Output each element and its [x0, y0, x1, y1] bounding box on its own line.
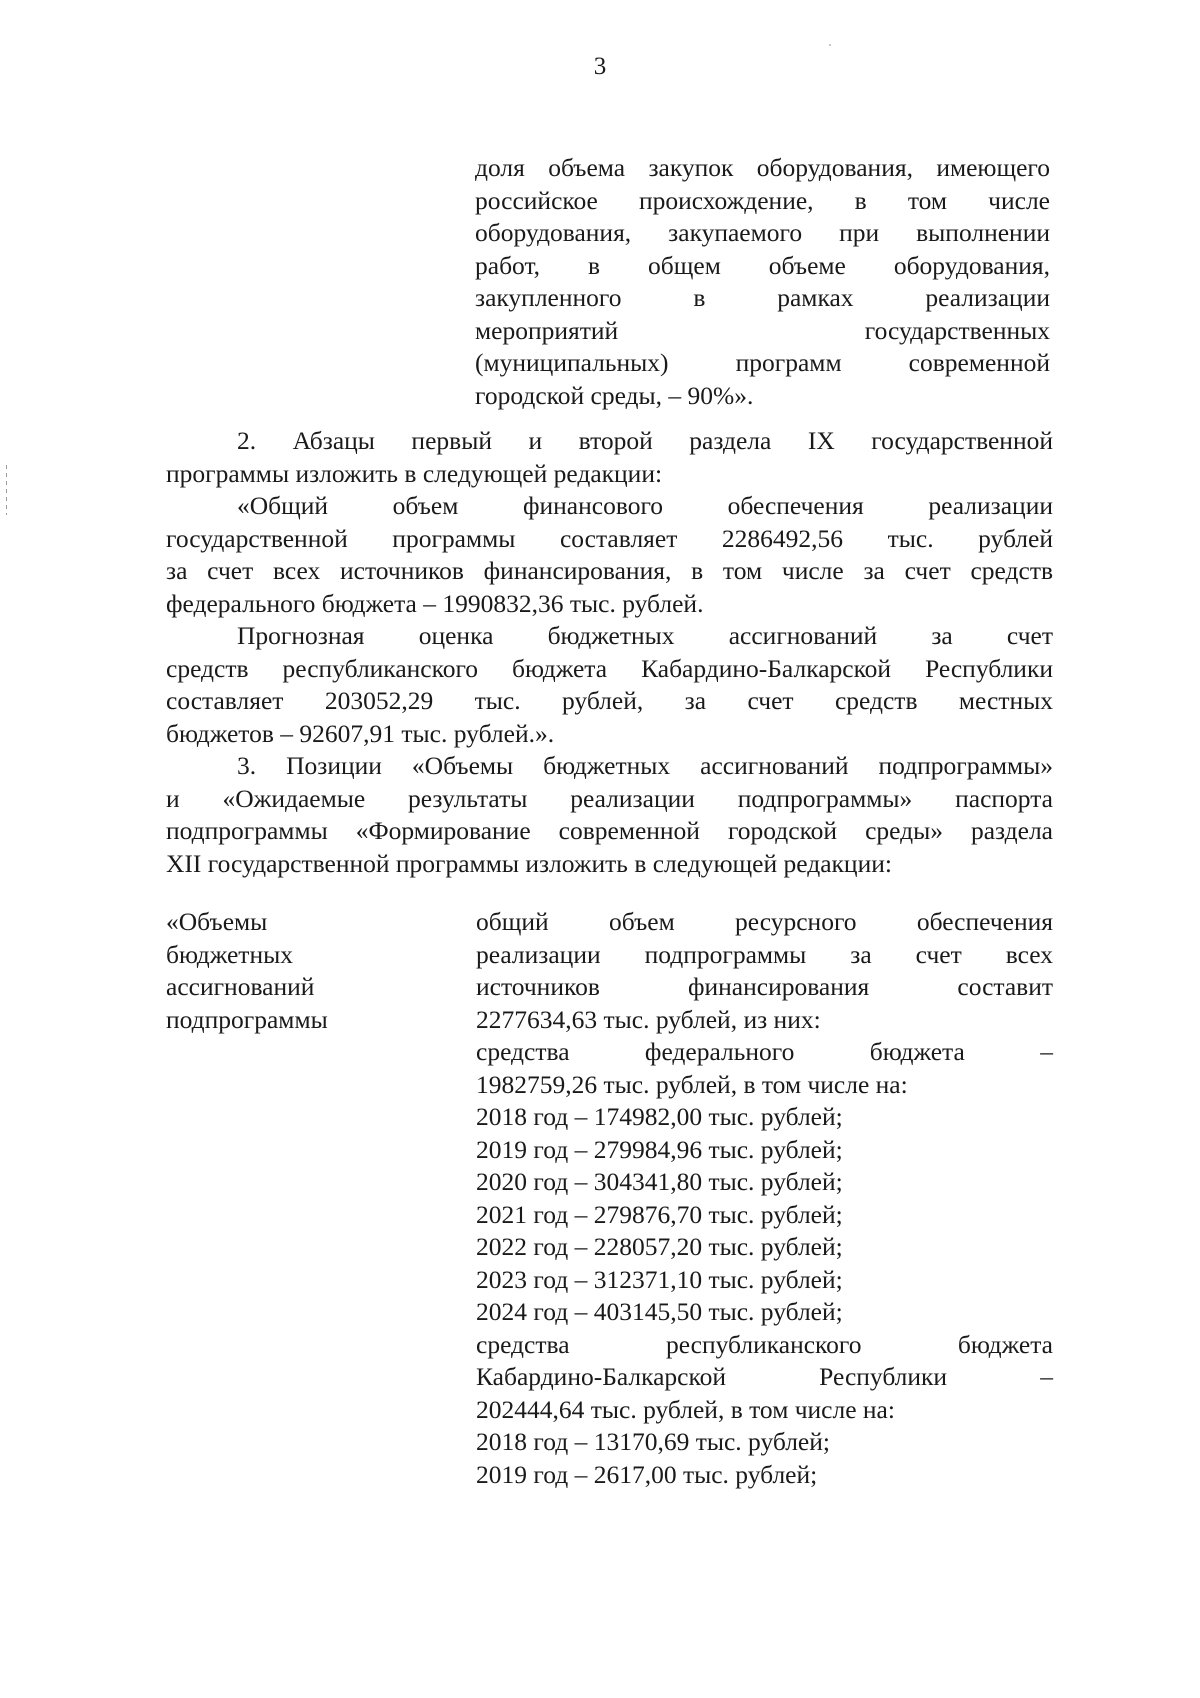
quote-paragraph-line: федерального бюджета – 1990832,36 тыс. рублей.	[166, 588, 704, 618]
text-line: работ, в общем объеме оборудования,	[475, 250, 1050, 280]
label-line: ассигнований	[166, 972, 315, 1001]
margin-scan-mark	[6, 465, 7, 515]
year-amount-line: 2022 год – 228057,20 тыс. рублей;	[476, 1232, 843, 1261]
scan-speck	[829, 44, 831, 46]
year-amount-line: 2020 год – 304341,80 тыс. рублей;	[476, 1167, 843, 1196]
year-amount-line: 2018 год – 13170,69 тыс. рублей;	[476, 1427, 830, 1456]
value-line: 202444,64 тыс. рублей, в том числе на:	[476, 1394, 895, 1424]
value-line: источников финансирования составит	[476, 972, 1053, 1001]
text-line: закупленного в рамках реализации	[475, 283, 1050, 312]
quote-paragraph-line: государственной программы составляет 2286492,56 тыс. рублей	[166, 523, 1053, 553]
forecast-paragraph-line: составляет 203052,29 тыс. рублей, за счет средств местных	[166, 686, 1053, 715]
year-amount-line: 2023 год – 312371,10 тыс. рублей;	[476, 1264, 843, 1294]
passport-position-label	[166, 906, 426, 1036]
paragraph-3-line: подпрограммы «Формирование современной городской среды» раздела	[166, 816, 1053, 845]
label-line: «Объемы	[166, 907, 268, 936]
label-line: бюджетных	[166, 939, 293, 969]
text-line: доля объема закупок оборудования, имеющего	[475, 153, 1050, 182]
text-line: мероприятий государственных	[475, 315, 1050, 345]
forecast-paragraph-line: бюджетов – 92607,91 тыс. рублей.».	[166, 718, 555, 748]
text-line: (муниципальных) программ современной	[475, 348, 1050, 377]
value-line: средства республиканского бюджета	[476, 1329, 1053, 1359]
quote-paragraph-line: за счет всех источников финансирования, в том числе за счет средств	[166, 556, 1053, 585]
paragraph-2-line: 2. Абзацы первый и второй раздела IX государственной	[237, 426, 1053, 455]
value-line: Кабардино-Балкарской Республики –	[476, 1362, 1053, 1391]
paragraph-2-line: программы изложить в следующей редакции:	[166, 458, 663, 488]
year-amount-line: 2024 год – 403145,50 тыс. рублей;	[476, 1297, 843, 1326]
text-line: городской среды, – 90%».	[475, 380, 754, 410]
year-amount-line: 2018 год – 174982,00 тыс. рублей;	[476, 1102, 843, 1131]
forecast-paragraph-line: Прогнозная оценка бюджетных ассигнований за счет	[237, 621, 1053, 650]
year-amount-line: 2021 год – 279876,70 тыс. рублей;	[476, 1199, 843, 1229]
value-line: реализации подпрограммы за счет всех	[476, 939, 1053, 969]
text-line: оборудования, закупаемого при выполнении	[475, 218, 1050, 247]
text-line: российское происхождение, в том числе	[475, 185, 1050, 215]
passport-position-value	[476, 906, 1053, 1491]
indicator-continuation	[475, 152, 1050, 412]
value-line: 2277634,63 тыс. рублей, из них:	[476, 1004, 821, 1034]
value-line: общий объем ресурсного обеспечения	[476, 907, 1053, 936]
year-amount-line: 2019 год – 279984,96 тыс. рублей;	[476, 1134, 843, 1164]
paragraph-3-line: 3. Позиции «Объемы бюджетных ассигнований подпрограммы»	[237, 751, 1053, 780]
quote-paragraph-line: «Общий объем финансового обеспечения реализации	[237, 491, 1053, 520]
page-number: 3	[593, 53, 607, 80]
forecast-paragraph-line: средств республиканского бюджета Кабардино-Балкарской Республики	[166, 653, 1053, 683]
value-line: 1982759,26 тыс. рублей, в том числе на:	[476, 1069, 908, 1099]
paragraph-3-line: и «Ожидаемые результаты реализации подпрограммы» паспорта	[166, 783, 1053, 813]
paragraph-3-line: XII государственной программы изложить в следующей редакции:	[166, 848, 892, 878]
body-text	[166, 425, 1053, 880]
value-line: средства федерального бюджета –	[476, 1037, 1053, 1066]
label-line: подпрограммы	[166, 1004, 328, 1034]
year-amount-line: 2019 год – 2617,00 тыс. рублей;	[476, 1459, 818, 1489]
